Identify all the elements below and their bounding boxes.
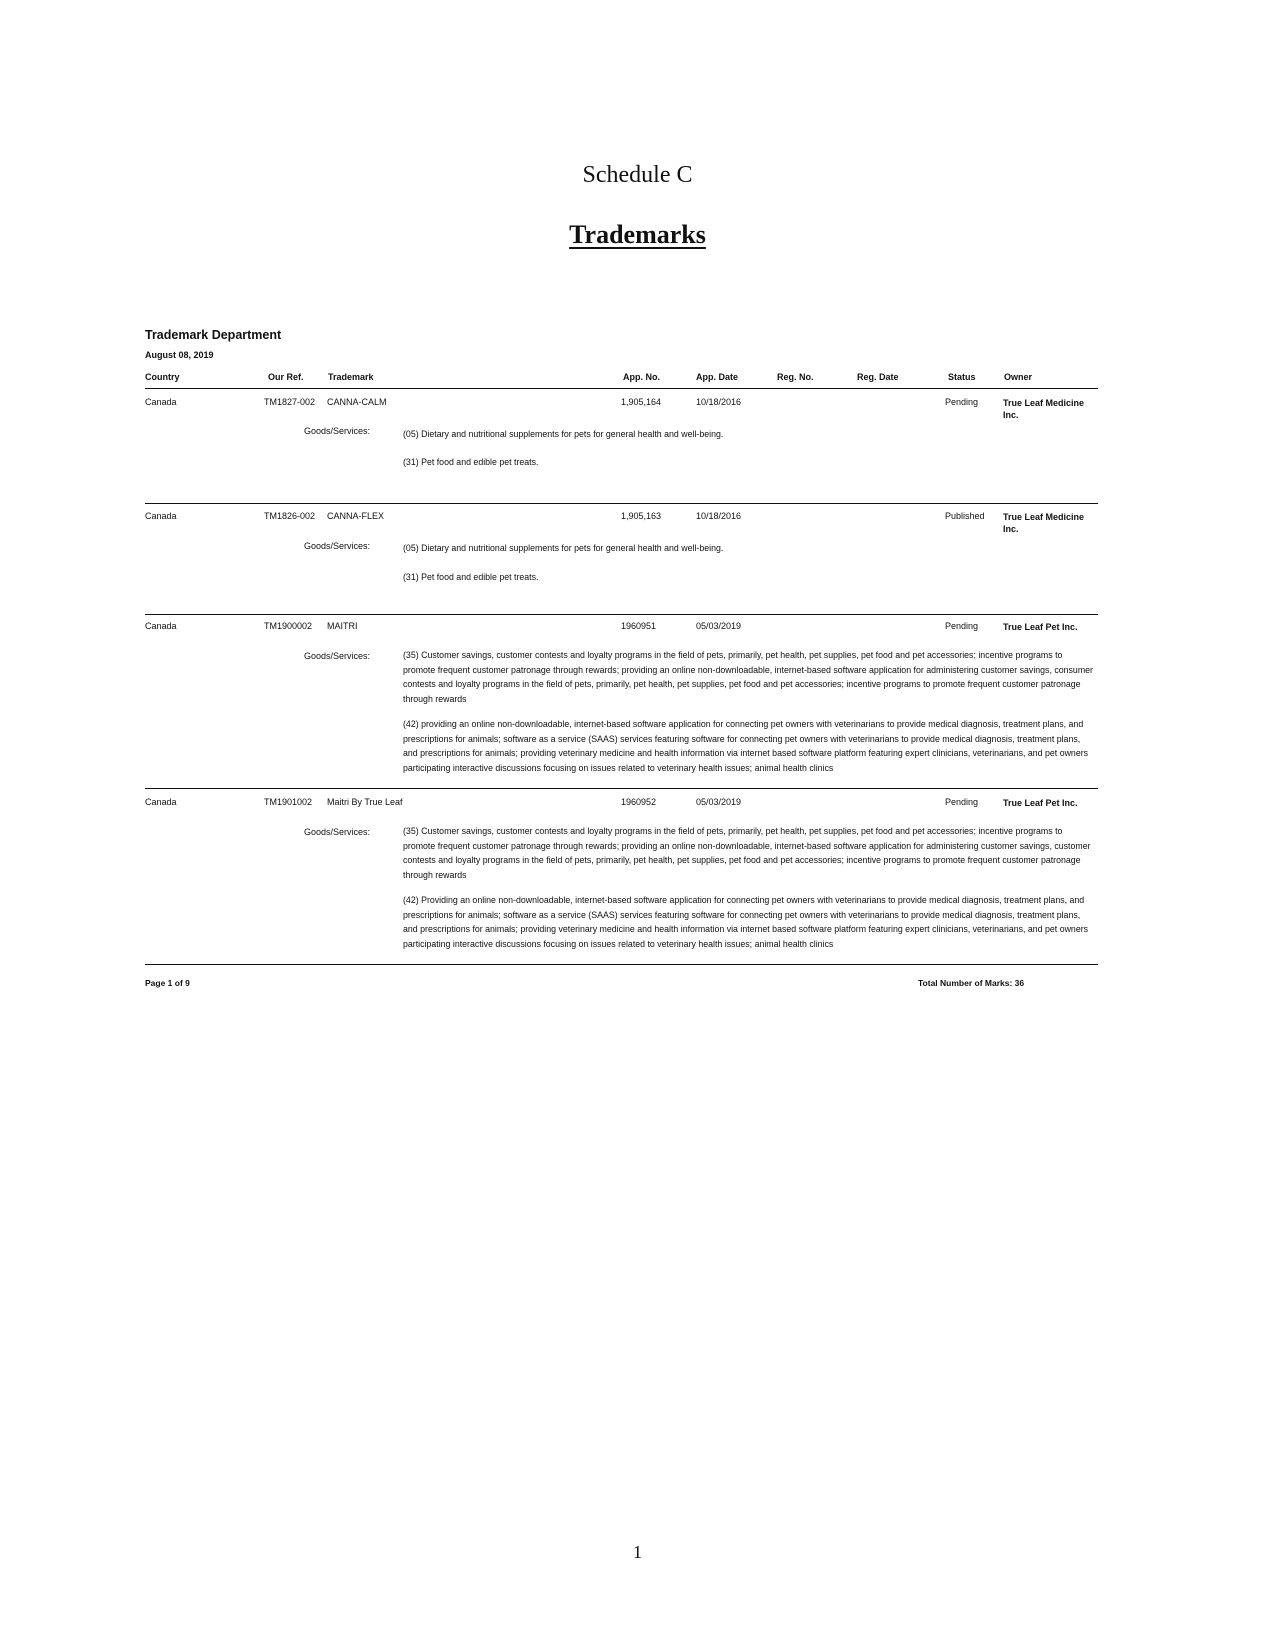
header-rule: [145, 388, 1098, 389]
cell-country: Canada: [145, 621, 177, 631]
goods-services-text: (35) Customer savings, customer contests and loyalty programs in the field of pets, primarily, pet health, pet supplies, pet food and pet accessories; incentive programs to promote frequent customer patronage through rewards; providing an online non-downloadable, internet-based software application for administering customer savings, consumer contests and loyalty programs in the field of pets, primarily, pet health, pet supplies, pet food and pet accessories; incentive programs to promote frequent customer patronage through rewards: [403, 650, 1093, 704]
cell-app-no: 1960951: [621, 621, 657, 631]
cell-owner: True Leaf Pet Inc.: [1003, 798, 1078, 808]
cell-trademark: MAITRI: [327, 621, 358, 631]
cell-country: Canada: [145, 511, 177, 521]
cell-app-date: 10/18/2016: [696, 511, 742, 521]
cell-app-no: 1,905,164: [621, 397, 662, 407]
goods-services-text: (31) Pet food and edible pet treats.: [403, 572, 539, 582]
header-reg-date: Reg. Date: [857, 372, 899, 382]
header-owner: Owner: [1004, 372, 1033, 382]
header-trademark: Trademark: [328, 372, 374, 382]
cell-app-date: 05/03/2019: [696, 621, 742, 631]
report-date: August 08, 2019: [145, 350, 214, 360]
cell-our-ref: TM1901002: [264, 797, 313, 807]
footer-total-marks: Total Number of Marks: 36: [918, 978, 1025, 988]
cell-our-ref: TM1827-002: [264, 397, 316, 407]
cell-status: Pending: [945, 621, 979, 631]
goods-services-text: (35) Customer savings, customer contests and loyalty programs in the field of pets, primarily, pet health, pet supplies, pet food and pet accessories; incentive programs to promote frequent customer patronage through rewards; providing an online non-downloadable, internet-based software application for administering customer savings, customer contests and loyalty programs in the field of pets, primarily, pet health, pet supplies, pet food and pet accessories; incentive programs to promote frequent customer patronage through rewards: [403, 826, 1091, 880]
header-app-no: App. No.: [623, 372, 660, 382]
cell-country: Canada: [145, 797, 177, 807]
header-status: Status: [948, 372, 976, 382]
page-number: 1: [633, 1542, 642, 1562]
cell-app-date: 05/03/2019: [696, 797, 742, 807]
row-rule: [145, 614, 1098, 615]
goods-services-label: Goods/Services:: [304, 651, 371, 661]
cell-country: Canada: [145, 397, 177, 407]
goods-services-label: Goods/Services:: [304, 426, 371, 436]
cell-trademark: CANNA-FLEX: [327, 511, 385, 521]
footer-page-count: Page 1 of 9: [145, 978, 190, 988]
header-reg-no: Reg. No.: [777, 372, 814, 382]
goods-services-label: Goods/Services:: [304, 827, 371, 837]
schedule-title: Schedule C: [582, 162, 693, 188]
cell-owner: True Leaf Medicine Inc.: [1003, 398, 1085, 420]
department-heading: Trademark Department: [145, 328, 282, 342]
cell-status: Pending: [945, 397, 979, 407]
cell-app-no: 1,905,163: [621, 511, 662, 521]
header-country: Country: [145, 372, 180, 382]
cell-trademark: CANNA-CALM: [327, 397, 387, 407]
header-app-date: App. Date: [696, 372, 739, 382]
cell-trademark: Maitri By True Leaf: [327, 797, 403, 807]
cell-app-no: 1960952: [621, 797, 657, 807]
goods-services-label: Goods/Services:: [304, 541, 371, 551]
cell-status: Pending: [945, 797, 979, 807]
cell-our-ref: TM1826-002: [264, 511, 316, 521]
row-rule: [145, 964, 1098, 965]
page-title: Trademarks: [569, 220, 706, 249]
row-rule: [145, 788, 1098, 789]
goods-services-text: (05) Dietary and nutritional supplements for pets for general health and well-being.: [403, 543, 724, 553]
cell-our-ref: TM1900002: [264, 621, 313, 631]
cell-owner: True Leaf Pet Inc.: [1003, 622, 1078, 632]
goods-services-text: (05) Dietary and nutritional supplements for pets for general health and well-being.: [403, 429, 724, 439]
cell-owner: True Leaf Medicine Inc.: [1003, 512, 1085, 534]
header-our-ref: Our Ref.: [268, 372, 304, 382]
goods-services-text: (42) Providing an online non-downloadable, internet-based software application for connecting pet owners with veterinarians to provide medical diagnosis, treatment plans, and prescriptions for animals; software as a service (SAAS) services featuring software for connecting pet owners with veterinarians to provide medical diagnosis, treatment plans, and prescriptions for animals; providing veterinary medicine and health information via internet based software platform featuring expert clinicians, veterinarians, and pet owners participating interactive discussions focusing on issues related to veterinary health issues; animal health clinics: [403, 895, 1089, 949]
goods-services-text: (31) Pet food and edible pet treats.: [403, 457, 539, 467]
goods-services-text: (42) providing an online non-downloadable, internet-based software application for connecting pet owners with veterinarians to provide medical diagnosis, treatment plans, and prescriptions for animals; software as a service (SAAS) services featuring software for connecting pet owners with veterinarians to provide medical diagnosis, treatment plans, and prescriptions for animals; providing veterinary medicine and health information via internet based software platform featuring expert clinicians, veterinarians, and pet owners participating interactive discussions focusing on issues related to veterinary health issues; animal health clinics: [403, 719, 1089, 773]
cell-app-date: 10/18/2016: [696, 397, 742, 407]
cell-status: Published: [945, 511, 985, 521]
row-rule: [145, 503, 1098, 504]
